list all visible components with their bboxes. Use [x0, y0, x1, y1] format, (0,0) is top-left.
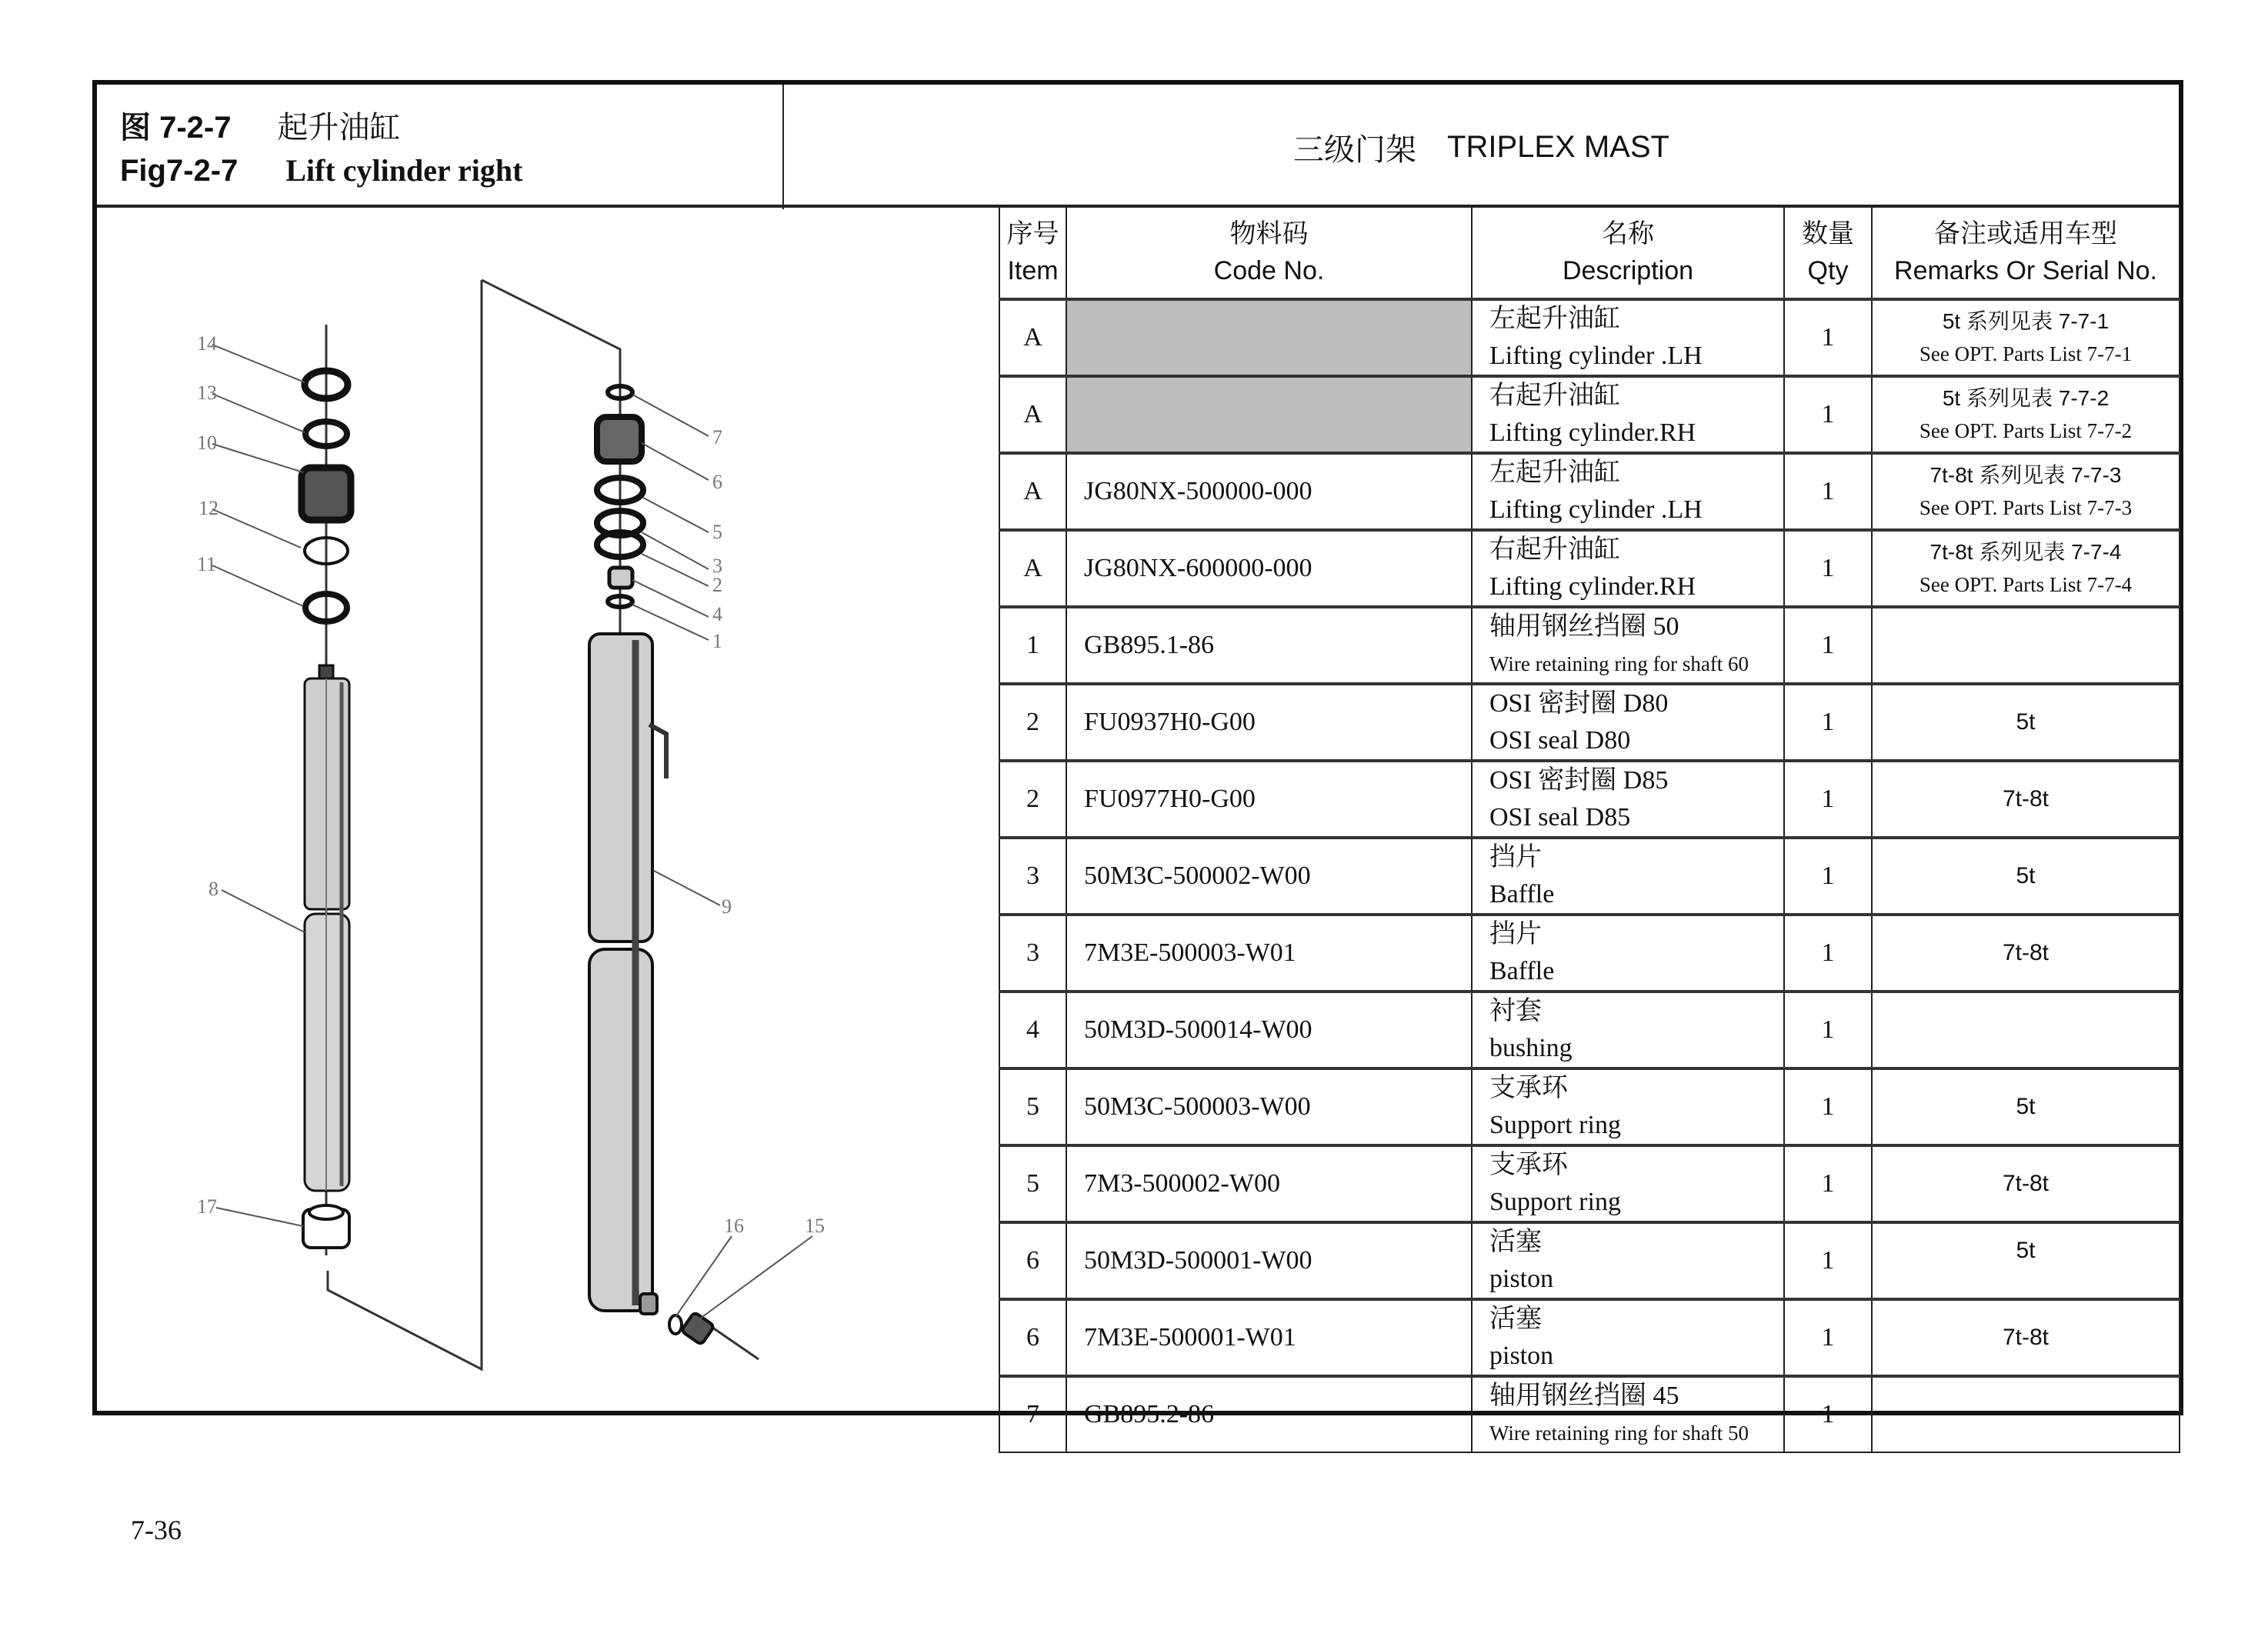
figure-title-en	[120, 152, 522, 188]
description-cell: 右起升油缸 Lifting cylinder.RH	[1472, 376, 1784, 453]
parts-page-frame	[92, 80, 2183, 1445]
qty-cell: 1	[1784, 376, 1872, 453]
code-cell	[1066, 376, 1472, 453]
item-cell: 2	[999, 761, 1066, 838]
description-cell: 挡片 Baffle	[1472, 915, 1784, 992]
callout-4: 4	[712, 603, 722, 625]
table-row	[999, 1222, 2180, 1299]
code-cell: FU0977H0-G00	[1066, 761, 1472, 838]
remarks-cell: 7t-8t	[1872, 915, 2180, 992]
qty-cell: 1	[1784, 530, 1872, 607]
description-cell: 支承环 Support ring	[1472, 1068, 1784, 1145]
callout-11: 11	[197, 553, 217, 575]
qty-cell: 1	[1784, 1145, 1872, 1222]
code-cell: JG80NX-600000-000	[1066, 530, 1472, 607]
figure-title-block	[97, 85, 784, 209]
remarks-cell: 5t	[1872, 1222, 2180, 1299]
code-cell: 7M3E-500001-W01	[1066, 1299, 1472, 1376]
remarks-cell: 5t 系列见表 7-7-1 See OPT. Parts List 7-7-1	[1872, 299, 2180, 376]
item-cell: A	[999, 530, 1066, 607]
callout-5: 5	[712, 521, 722, 543]
page-number: 7-36	[131, 1515, 182, 1545]
item-cell: 1	[999, 607, 1066, 684]
remarks-cell: 5t	[1872, 1068, 2180, 1145]
table-row	[999, 915, 2180, 992]
callout-1: 1	[712, 630, 722, 652]
code-cell: FU0937H0-G00	[1066, 684, 1472, 761]
remarks-cell	[1872, 992, 2180, 1068]
item-cell: 2	[999, 684, 1066, 761]
code-cell: 50M3C-500002-W00	[1066, 838, 1472, 915]
table-row	[999, 1299, 2180, 1376]
description-cell: OSI 密封圈 D80 OSI seal D80	[1472, 684, 1784, 761]
remarks-cell: 5t	[1872, 838, 2180, 915]
remarks-cell	[1872, 607, 2180, 684]
description-cell: 轴用钢丝挡圈 45 Wire retaining ring for shaft 50	[1472, 1376, 1784, 1452]
table-row	[999, 453, 2180, 530]
column-header-code: 物料码 Code No.	[1066, 205, 1472, 299]
description-cell: 右起升油缸 Lifting cylinder.RH	[1472, 530, 1784, 607]
series-title-en: TRIPLEX MAST	[1447, 129, 1669, 164]
series-title-cn: 三级门架	[1293, 132, 1417, 167]
qty-cell: 1	[1784, 838, 1872, 915]
description-cell: 轴用钢丝挡圈 50 Wire retaining ring for shaft 60	[1472, 607, 1784, 684]
item-cell: A	[999, 299, 1066, 376]
callout-9: 9	[722, 895, 732, 918]
description-cell: 挡片 Baffle	[1472, 838, 1784, 915]
qty-cell: 1	[1784, 1376, 1872, 1452]
column-header-remarks: 备注或适用车型 Remarks Or Serial No.	[1872, 205, 2180, 299]
table-row	[999, 299, 2180, 376]
qty-cell: 1	[1784, 915, 1872, 992]
table-row	[999, 607, 2180, 684]
qty-cell: 1	[1784, 761, 1872, 838]
item-cell: 6	[999, 1222, 1066, 1299]
remarks-cell: 7t-8t 系列见表 7-7-3 See OPT. Parts List 7-7-3	[1872, 453, 2180, 530]
callout-7: 7	[712, 426, 722, 448]
figure-name-en: Lift cylinder right	[285, 153, 523, 188]
callout-6: 6	[712, 471, 722, 493]
callout-12: 12	[198, 497, 218, 519]
code-cell: 50M3D-500014-W00	[1066, 992, 1472, 1068]
qty-cell: 1	[1784, 1222, 1872, 1299]
figure-number-en: Fig7-2-7	[120, 154, 238, 188]
column-header-qty: 数量 Qty	[1784, 205, 1872, 299]
code-cell: 7M3E-500003-W01	[1066, 915, 1472, 992]
code-cell: JG80NX-500000-000	[1066, 453, 1472, 530]
code-cell: 50M3C-500003-W00	[1066, 1068, 1472, 1145]
description-cell: 衬套 bushing	[1472, 992, 1784, 1068]
callout-14: 14	[197, 332, 217, 355]
figure-title-cn	[120, 103, 401, 147]
qty-cell: 1	[1784, 1068, 1872, 1145]
qty-cell: 1	[1784, 607, 1872, 684]
callout-10: 10	[197, 432, 217, 454]
description-cell: 支承环 Support ring	[1472, 1145, 1784, 1222]
column-header-item: 序号 Item	[999, 205, 1066, 299]
qty-cell: 1	[1784, 1299, 1872, 1376]
item-cell: 5	[999, 1068, 1066, 1145]
description-cell: OSI 密封圈 D85 OSI seal D85	[1472, 761, 1784, 838]
table-row	[999, 838, 2180, 915]
table-row	[999, 376, 2180, 453]
figure-number-cn: 图 7-2-7	[120, 111, 232, 145]
remarks-cell	[1872, 1376, 2180, 1452]
table-row	[999, 684, 2180, 761]
item-cell: 5	[999, 1145, 1066, 1222]
column-header-description: 名称 Description	[1472, 205, 1784, 299]
table-row	[999, 761, 2180, 838]
callout-17: 17	[197, 1195, 217, 1218]
qty-cell: 1	[1784, 453, 1872, 530]
table-row	[999, 992, 2180, 1068]
item-cell: 7	[999, 1376, 1066, 1452]
lift-cylinder-diagram-icon	[97, 209, 999, 1411]
table-row	[999, 1376, 2180, 1452]
qty-cell: 1	[1784, 992, 1872, 1068]
callout-15: 15	[805, 1215, 825, 1237]
code-cell: 7M3-500002-W00	[1066, 1145, 1472, 1222]
description-cell: 活塞 piston	[1472, 1222, 1784, 1299]
qty-cell: 1	[1784, 684, 1872, 761]
remarks-cell: 5t 系列见表 7-7-2 See OPT. Parts List 7-7-2	[1872, 376, 2180, 453]
item-cell: 6	[999, 1299, 1066, 1376]
remarks-cell: 7t-8t	[1872, 1145, 2180, 1222]
code-cell	[1066, 299, 1472, 376]
item-cell: A	[999, 376, 1066, 453]
remarks-cell: 7t-8t	[1872, 1299, 2180, 1376]
item-cell: 4	[999, 992, 1066, 1068]
item-cell: 3	[999, 838, 1066, 915]
code-cell: 50M3D-500001-W00	[1066, 1222, 1472, 1299]
callout-3: 3	[712, 555, 722, 577]
table-header-row	[999, 205, 2180, 299]
table-row	[999, 530, 2180, 607]
callout-13: 13	[197, 382, 217, 404]
item-cell: 3	[999, 915, 1066, 992]
item-cell: A	[999, 453, 1066, 530]
remarks-cell: 7t-8t	[1872, 761, 2180, 838]
parts-table	[999, 205, 2180, 1453]
code-cell: GB895.1-86	[1066, 607, 1472, 684]
description-cell: 活塞 piston	[1472, 1299, 1784, 1376]
exploded-view-drawing	[97, 209, 999, 1411]
callout-2: 2	[712, 574, 722, 596]
description-cell: 左起升油缸 Lifting cylinder .LH	[1472, 299, 1784, 376]
callout-16: 16	[724, 1215, 744, 1237]
description-cell: 左起升油缸 Lifting cylinder .LH	[1472, 453, 1784, 530]
callout-8: 8	[208, 878, 218, 900]
series-title	[784, 85, 2179, 209]
remarks-cell: 7t-8t 系列见表 7-7-4 See OPT. Parts List 7-7-4	[1872, 530, 2180, 607]
qty-cell: 1	[1784, 299, 1872, 376]
table-row	[999, 1068, 2180, 1145]
code-cell: GB895.2-86	[1066, 1376, 1472, 1452]
figure-name-cn: 起升油缸	[277, 111, 401, 145]
table-row	[999, 1145, 2180, 1222]
remarks-cell: 5t	[1872, 684, 2180, 761]
